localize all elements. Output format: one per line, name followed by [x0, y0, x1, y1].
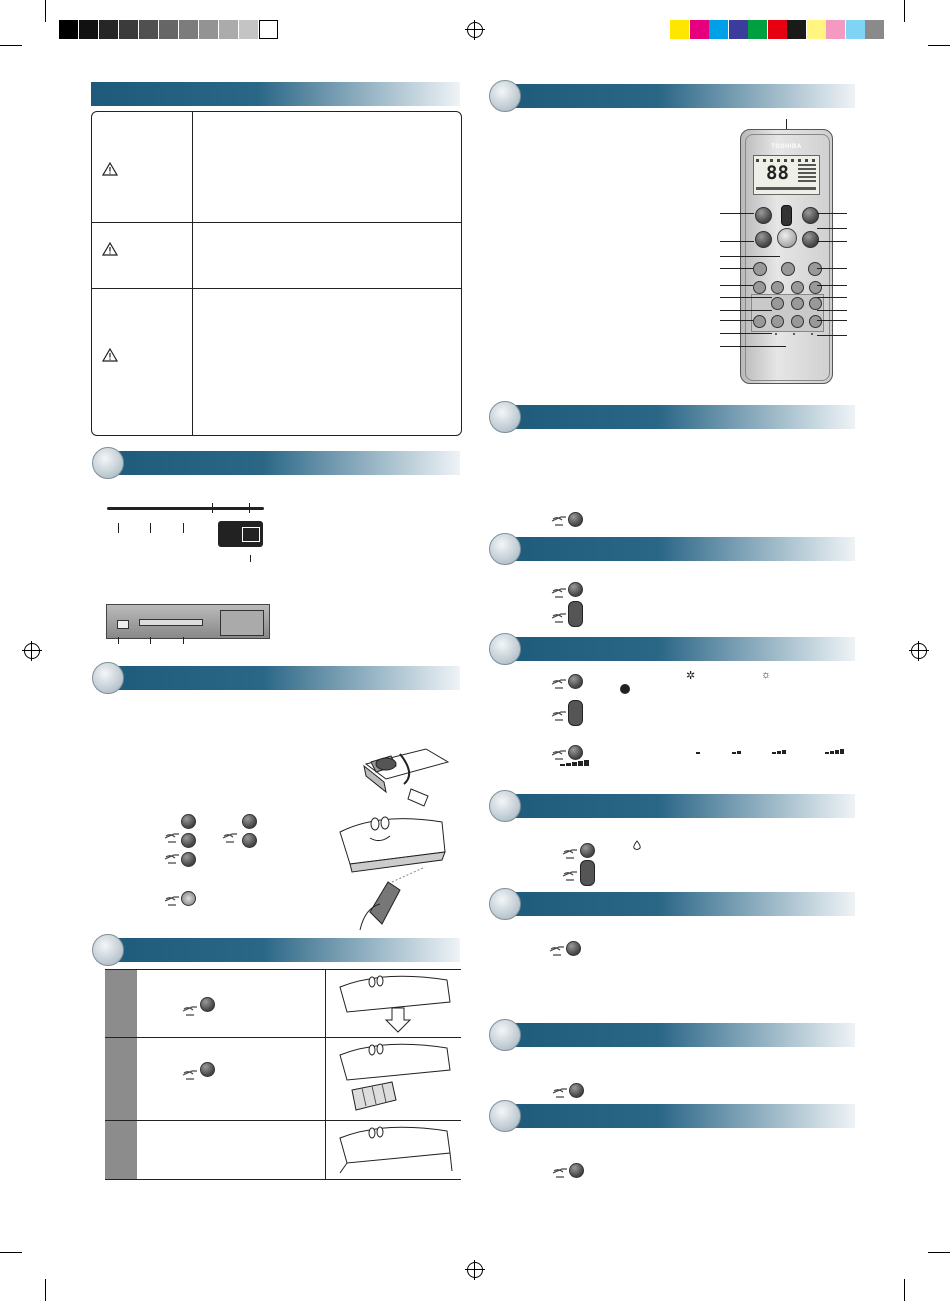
button-icon: [569, 1083, 584, 1098]
remote-button-row6-4[interactable]: [809, 315, 822, 328]
gray-swatch: [219, 20, 238, 39]
warning-icon: [102, 242, 118, 256]
button-icon: [566, 941, 581, 956]
color-swatch: [807, 20, 826, 39]
temp-down-button-icon: [242, 833, 257, 848]
remote-button-row5-2[interactable]: [791, 297, 804, 310]
gray-swatch: [199, 20, 218, 39]
remote-temp-rocker[interactable]: [781, 205, 792, 226]
unit-panel-open-illustration: [332, 972, 456, 1034]
remote-button-row4-3[interactable]: [791, 281, 804, 294]
remote-button-row4-1[interactable]: [753, 281, 766, 294]
cool-snowflake-icon: ✲: [686, 670, 696, 682]
color-swatch: [826, 20, 845, 39]
section-header-6: [497, 892, 855, 916]
indoor-unit-with-remote-illustration: [330, 812, 452, 930]
remote-fan-button[interactable]: [802, 207, 819, 224]
remote-power-button[interactable]: [777, 228, 797, 248]
press-hand-icon: [222, 831, 244, 845]
gray-swatch: [179, 20, 198, 39]
lcd-digits: 88: [766, 162, 789, 184]
remote-button-row4-2[interactable]: [771, 281, 784, 294]
up-down-button-icon: [568, 601, 583, 627]
remote-lcd: [753, 155, 820, 195]
gray-swatch: [139, 20, 158, 39]
fan-icon: [620, 684, 630, 694]
remote-logo: TOSHIBA: [771, 144, 802, 150]
gray-swatch: [159, 20, 178, 39]
warning-icon: [102, 162, 118, 176]
remote-button-row3-left[interactable]: [753, 262, 767, 276]
unit-closed-illustration: [332, 1123, 456, 1175]
section-header-names: [100, 451, 460, 475]
remote-timer-button[interactable]: [755, 231, 772, 248]
button-icon: [568, 582, 583, 597]
gray-swatch: [59, 20, 78, 39]
color-swatch: [768, 20, 787, 39]
gray-swatch: [119, 20, 138, 39]
remote-button-row6-3[interactable]: [791, 315, 804, 328]
section-header-filter: [100, 938, 460, 962]
fan-speed-bars-icon: [560, 747, 850, 767]
temp-down-button-icon: [181, 833, 196, 848]
gray-swatch: [239, 20, 258, 39]
section-header-8: [497, 1104, 855, 1128]
mode-button-icon: [580, 843, 595, 858]
up-down-button-icon: [580, 860, 595, 886]
gray-swatch: [259, 20, 278, 39]
registration-mark-right: [911, 643, 927, 659]
temp-up-button-icon: [242, 814, 257, 829]
registration-mark-bottom: [467, 1262, 483, 1278]
section-header-preparation: [100, 666, 460, 690]
color-swatch: [729, 20, 748, 39]
section-header-2: [497, 405, 855, 429]
remote-button-row6-1[interactable]: [753, 315, 766, 328]
remote-button-row5-1[interactable]: [771, 297, 784, 310]
remote-battery-illustration: [356, 744, 452, 810]
remote-button-row6-2[interactable]: [771, 315, 784, 328]
heat-sun-icon: ☼: [761, 669, 772, 681]
filter-removal-illustration: [332, 1040, 456, 1116]
section-header-7: [497, 1023, 855, 1047]
section-header-3: [497, 537, 855, 561]
power-button-icon: [181, 891, 196, 906]
warning-icon: [102, 348, 118, 362]
remote-button-row5-3[interactable]: [809, 297, 822, 310]
remote-swing-button[interactable]: [802, 231, 819, 248]
button-icon: [568, 512, 583, 527]
color-swatch: [670, 20, 689, 39]
color-swatch: [846, 20, 865, 39]
safety-table: [91, 111, 462, 436]
color-swatch: [748, 20, 767, 39]
remote-mode-button[interactable]: [755, 207, 772, 224]
section-header-remote-controller: [497, 84, 855, 108]
registration-mark-left: [24, 643, 40, 659]
gray-swatch: [99, 20, 118, 39]
filter-button-icon: [200, 997, 215, 1012]
filter-button-icon: [200, 1062, 215, 1077]
dry-droplet-icon: [633, 840, 641, 851]
remote-button-row3-mid[interactable]: [781, 262, 795, 276]
color-swatch: [787, 20, 806, 39]
remote-button-row4-4[interactable]: [809, 281, 822, 294]
gray-swatch: [79, 20, 98, 39]
color-swatch: [690, 20, 709, 39]
button-icon: [569, 1163, 584, 1178]
section-header-safety: [91, 82, 460, 106]
color-swatch: [709, 20, 728, 39]
registration-mark-top: [467, 22, 483, 38]
color-swatch: [865, 20, 884, 39]
set-button-icon: [181, 852, 196, 867]
section-header-4: [497, 637, 855, 661]
section-header-5: [497, 794, 855, 818]
remote-button-row3-right[interactable]: [808, 262, 822, 276]
mode-button-icon: [568, 674, 583, 689]
temp-up-button-icon: [181, 814, 196, 829]
up-down-button-icon: [568, 700, 583, 726]
